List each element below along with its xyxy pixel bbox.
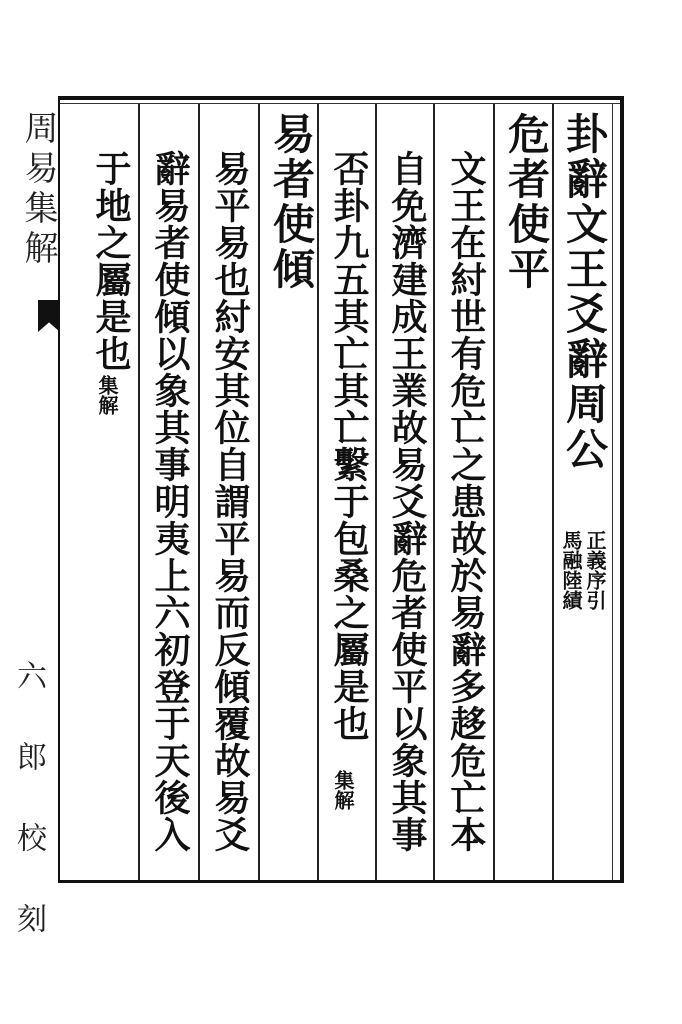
column-3-text: 文王在紂世有危亡之患故於易辭多趍危亡本 xyxy=(445,150,487,853)
text-column-2 xyxy=(500,112,552,352)
text-column-5 xyxy=(324,150,374,770)
annotation-jijie: 集解 xyxy=(331,770,355,810)
fore-edge-title: 周易集解 xyxy=(18,110,58,270)
text-column-3 xyxy=(441,150,491,880)
fore-edge-lower-text: 六 郎 校 刻 xyxy=(11,660,46,941)
frame-right-border xyxy=(620,96,624,883)
frame-bottom-border xyxy=(58,880,624,883)
frame-right-inner-border xyxy=(612,103,613,880)
frame-top-border xyxy=(58,96,624,100)
column-divider xyxy=(375,104,377,880)
text-column-9 xyxy=(86,150,136,390)
column-divider xyxy=(317,104,319,880)
column-8-text: 辭易者使傾以象其事明夷上六初登于天後入 xyxy=(149,150,191,853)
text-column-8 xyxy=(145,150,195,880)
text-column-6 xyxy=(265,112,317,352)
column-6-text: 易者使傾 xyxy=(267,112,316,292)
column-9-text: 于地之屬是也 xyxy=(90,150,132,372)
column-divider xyxy=(258,104,260,880)
frame-top-inner-border xyxy=(58,103,624,104)
column-divider xyxy=(493,104,495,880)
annotation-jijie: 集解 xyxy=(95,375,119,415)
column-divider xyxy=(198,104,200,880)
column-7-text: 易平易也紂安其位自謂平易而反傾覆故易爻 xyxy=(209,150,251,853)
column-divider xyxy=(138,104,140,880)
column-4-text: 自免濟建成王業故易爻辭危者使平以象其事 xyxy=(386,150,428,853)
annotation-left: 馬融陸績 xyxy=(559,530,583,610)
text-column-7 xyxy=(205,150,255,880)
text-column-4 xyxy=(382,150,432,880)
column-2-text: 危者使平 xyxy=(502,112,551,292)
column-1-text: 卦辭文王爻辭周公 xyxy=(560,112,609,472)
text-column-1 xyxy=(558,112,610,472)
annotation-right: 正義序引 xyxy=(583,530,607,610)
column-divider xyxy=(552,104,554,880)
column-5-text: 否卦九五其亡其亡繫于包桑之屬是也 xyxy=(328,150,370,742)
column-divider xyxy=(433,104,435,880)
